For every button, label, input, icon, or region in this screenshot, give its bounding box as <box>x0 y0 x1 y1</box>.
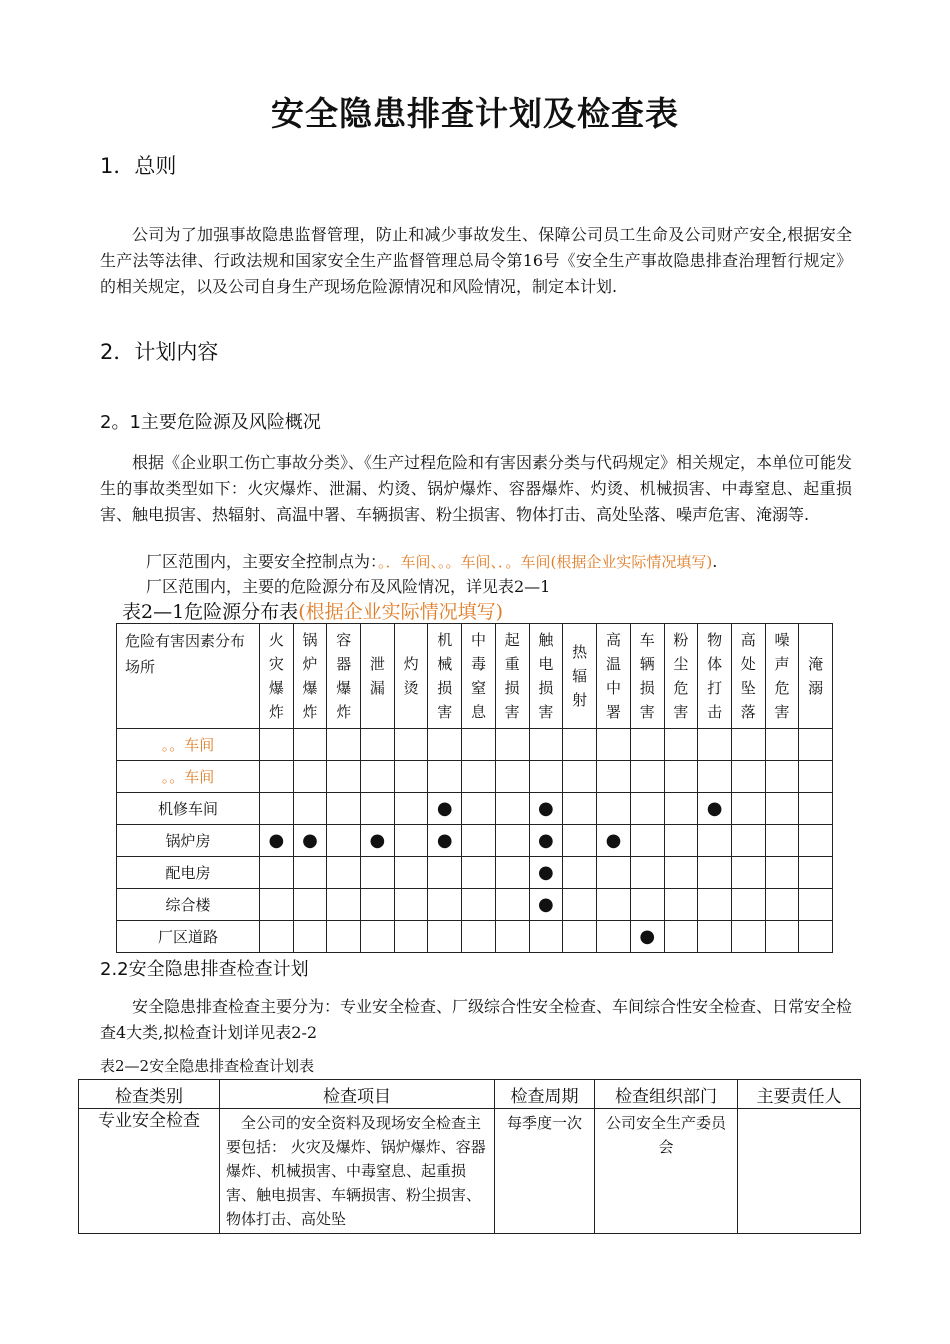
hazard-cell <box>731 889 765 921</box>
control-points-suffix: . <box>712 552 718 571</box>
hazard-cell <box>361 761 395 793</box>
hazard-column-header: 粉尘危害 <box>664 624 698 729</box>
subsection-2-1-paragraph: 根据《企业职工伤亡事故分类》、《生产过程危险和有害因素分类与代码规定》相关规定，本单位可能发生的事故类型如下：火灾爆炸、泄漏、灼烫、锅炉爆炸、容器爆炸、灼烫、机械损害、中毒窒息、起重损害、触电损害、热辐射、高温中署、车辆损害、粉尘损害、物体打击、高处坠落、噪声危害、淹溺等. <box>100 453 853 524</box>
hazard-cell <box>597 793 631 825</box>
hazard-cell <box>462 921 496 953</box>
hazard-column-header: 淹溺 <box>799 624 833 729</box>
plan-cell-items: 全公司的安全资料及现场安全检查主要包括： 火灾及爆炸、锅炉爆炸、容器爆炸、机械损害、中毒窒息、起重损害、触电损害、车辆损害、粉尘损害、物体打击、高处坠 <box>220 1109 495 1234</box>
hazard-column-header: 热辐射 <box>563 624 597 729</box>
section2-heading: 2．计划内容 <box>100 340 219 364</box>
hazard-cell <box>293 793 327 825</box>
hazard-table-row <box>117 825 833 857</box>
hazard-cell <box>495 857 529 889</box>
table1-caption-highlight: (根据企业实际情况填写) <box>298 601 504 623</box>
hazard-row-place: 。。车间 <box>117 729 260 761</box>
hazard-cell <box>327 857 361 889</box>
hazard-table-corner: 危险有害因素分布场所 <box>117 624 260 729</box>
hazard-mark-dot: ● <box>436 797 453 819</box>
hazard-cell <box>327 921 361 953</box>
hazard-cell <box>260 761 294 793</box>
hazard-column-header: 触电损害 <box>529 624 563 729</box>
hazard-cell <box>799 921 833 953</box>
hazard-table-row <box>117 921 833 953</box>
hazard-cell <box>765 889 799 921</box>
hazard-cell <box>394 857 428 889</box>
hazard-column-header: 车辆损害 <box>630 624 664 729</box>
section1-heading-text: 1．总则 <box>100 154 177 178</box>
hazard-cell <box>529 793 563 825</box>
hazard-cell <box>630 793 664 825</box>
hazard-cell <box>327 825 361 857</box>
hazard-cell <box>293 921 327 953</box>
hazard-cell <box>664 921 698 953</box>
hazard-row-place: 配电房 <box>117 857 260 889</box>
subsection-2-1-heading: 2。1主要危险源及风险概况 <box>100 412 321 433</box>
table1-caption-text: 表2—1危险源分布表 <box>122 601 299 623</box>
hazard-cell <box>630 921 664 953</box>
hazard-column-header: 机械损害 <box>428 624 462 729</box>
distribution-line: 厂区范围内，主要的危险源分布及风险情况，详见表2—1 <box>146 577 551 596</box>
hazard-column-header: 容器爆炸 <box>327 624 361 729</box>
hazard-cell <box>698 889 732 921</box>
hazard-cell <box>462 889 496 921</box>
hazard-cell <box>260 793 294 825</box>
hazard-column-header: 物体打击 <box>698 624 732 729</box>
hazard-cell <box>327 889 361 921</box>
hazard-cell <box>327 729 361 761</box>
hazard-cell <box>698 825 732 857</box>
hazard-cell <box>394 761 428 793</box>
plan-header-department: 检查组织部门 <box>595 1080 738 1109</box>
hazard-cell <box>428 761 462 793</box>
hazard-cell <box>765 729 799 761</box>
hazard-cell <box>361 857 395 889</box>
hazard-cell <box>563 857 597 889</box>
hazard-cell <box>394 729 428 761</box>
hazard-mark-dot: ● <box>706 797 723 819</box>
hazard-cell <box>597 761 631 793</box>
hazard-column-header: 火灾爆炸 <box>260 624 294 729</box>
table1-caption <box>122 597 503 624</box>
hazard-cell <box>563 761 597 793</box>
hazard-cell <box>597 825 631 857</box>
hazard-cell <box>630 825 664 857</box>
hazard-cell <box>327 761 361 793</box>
hazard-mark-dot: ● <box>369 829 386 851</box>
hazard-cell <box>361 921 395 953</box>
hazard-cell <box>462 825 496 857</box>
hazard-cell <box>394 921 428 953</box>
hazard-cell <box>428 793 462 825</box>
hazard-cell <box>563 825 597 857</box>
plan-cell-category: 专业安全检查 <box>79 1109 220 1234</box>
hazard-cell <box>428 857 462 889</box>
hazard-cell <box>597 857 631 889</box>
hazard-cell <box>765 761 799 793</box>
plan-header-category: 检查类别 <box>79 1080 220 1109</box>
hazard-cell <box>731 729 765 761</box>
hazard-column-header: 锅炉爆炸 <box>293 624 327 729</box>
hazard-cell <box>462 729 496 761</box>
hazard-table-row <box>117 761 833 793</box>
hazard-cell <box>597 921 631 953</box>
plan-table-row <box>79 1109 861 1234</box>
hazard-cell <box>799 825 833 857</box>
hazard-row-place: 厂区道路 <box>117 921 260 953</box>
hazard-cell <box>361 793 395 825</box>
hazard-cell <box>529 761 563 793</box>
hazard-cell <box>799 889 833 921</box>
hazard-cell <box>731 761 765 793</box>
section-heading-general <box>100 150 176 180</box>
hazard-cell <box>698 793 732 825</box>
hazard-column-header: 高处坠落 <box>731 624 765 729</box>
hazard-column-header: 中毒窒息 <box>462 624 496 729</box>
hazard-cell <box>394 793 428 825</box>
hazard-cell <box>765 921 799 953</box>
hazard-mark-dot: ● <box>268 829 285 851</box>
hazard-cell <box>731 825 765 857</box>
hazard-cell <box>799 793 833 825</box>
hazard-cell <box>495 761 529 793</box>
hazard-table-body <box>117 729 833 953</box>
hazard-cell <box>394 889 428 921</box>
hazard-cell <box>327 793 361 825</box>
hazard-cell <box>799 761 833 793</box>
hazard-cell <box>630 889 664 921</box>
plan-cell-department: 公司安全生产委员会 <box>595 1109 738 1234</box>
hazard-cell <box>428 729 462 761</box>
page-title: 安全隐患排查计划及检查表 <box>271 94 679 133</box>
hazard-cell <box>495 793 529 825</box>
hazard-cell <box>495 889 529 921</box>
hazard-cell <box>529 921 563 953</box>
hazard-cell <box>361 729 395 761</box>
hazard-cell <box>664 857 698 889</box>
hazard-cell <box>597 729 631 761</box>
hazard-cell <box>428 889 462 921</box>
hazard-cell <box>630 729 664 761</box>
plan-header-items: 检查项目 <box>220 1080 495 1109</box>
hazard-distribution-table <box>116 623 833 953</box>
hazard-mark-dot: ● <box>639 925 656 947</box>
hazard-cell <box>563 793 597 825</box>
hazard-column-header: 高温中署 <box>597 624 631 729</box>
subsection-2-2-paragraph: 安全隐患排查检查主要分为：专业安全检查、厂级综合性安全检查、车间综合性安全检查、日常安全检查4大类,拟检查计划详见表2-2 <box>100 997 853 1042</box>
hazard-mark-dot: ● <box>302 829 318 851</box>
hazard-cell <box>799 729 833 761</box>
hazard-column-header: 起重损害 <box>495 624 529 729</box>
hazard-row-place: 综合楼 <box>117 889 260 921</box>
hazard-cell <box>495 921 529 953</box>
hazard-table-row <box>117 889 833 921</box>
hazard-cell <box>529 729 563 761</box>
hazard-cell <box>428 921 462 953</box>
hazard-row-place: 机修车间 <box>117 793 260 825</box>
hazard-cell <box>731 793 765 825</box>
hazard-cell <box>563 889 597 921</box>
control-points-highlight: 。．车间、。。车间、．。车间(根据企业实际情况填写) <box>378 553 713 571</box>
hazard-table-header-row <box>117 624 833 729</box>
section1-paragraph: 公司为了加强事故隐患监督管理，防止和减少事故发生、保障公司员工生命及公司财产安全,根据安全生产法等法律、行政法规和国家安全生产监督管理总局令第16号《安全生产事故隐患排查治理暂行规定》的相关规定，以及公司自身生产现场危险源情况和风险情况，制定本计划. <box>100 225 852 296</box>
hazard-cell <box>529 825 563 857</box>
hazard-cell <box>293 857 327 889</box>
hazard-cell <box>698 729 732 761</box>
hazard-cell <box>731 857 765 889</box>
plan-table-header-row <box>79 1080 861 1109</box>
plan-header-person: 主要责任人 <box>738 1080 861 1109</box>
hazard-cell <box>664 889 698 921</box>
hazard-cell <box>597 889 631 921</box>
hazard-cell <box>765 825 799 857</box>
hazard-table-row <box>117 857 833 889</box>
hazard-mark-dot: ● <box>537 893 554 915</box>
hazard-cell <box>260 857 294 889</box>
hazard-table-row <box>117 793 833 825</box>
hazard-row-place: 。。车间 <box>117 761 260 793</box>
hazard-cell <box>293 889 327 921</box>
hazard-column-header: 灼烫 <box>394 624 428 729</box>
hazard-cell <box>698 857 732 889</box>
hazard-mark-dot: ● <box>537 861 554 883</box>
hazard-table-row <box>117 729 833 761</box>
control-points-line <box>146 549 717 575</box>
hazard-cell <box>260 729 294 761</box>
hazard-cell <box>293 761 327 793</box>
hazard-cell <box>765 793 799 825</box>
hazard-cell <box>462 761 496 793</box>
hazard-cell <box>462 793 496 825</box>
hazard-cell <box>563 729 597 761</box>
control-points-prefix: 厂区范围内，主要安全控制点为： <box>146 552 379 571</box>
hazard-cell <box>664 761 698 793</box>
plan-cell-person <box>738 1109 861 1234</box>
hazard-cell <box>563 921 597 953</box>
hazard-cell <box>361 825 395 857</box>
hazard-cell <box>765 857 799 889</box>
table2-caption: 表2—2安全隐患排查检查计划表 <box>100 1057 315 1075</box>
hazard-cell <box>293 729 327 761</box>
hazard-cell <box>394 825 428 857</box>
hazard-cell <box>495 825 529 857</box>
hazard-cell <box>260 825 294 857</box>
hazard-mark-dot: ● <box>537 829 554 851</box>
hazard-cell <box>664 825 698 857</box>
hazard-cell <box>799 857 833 889</box>
hazard-cell <box>630 857 664 889</box>
hazard-cell <box>260 889 294 921</box>
hazard-row-place: 锅炉房 <box>117 825 260 857</box>
hazard-cell <box>698 921 732 953</box>
hazard-cell <box>529 857 563 889</box>
hazard-cell <box>428 825 462 857</box>
hazard-cell <box>293 825 327 857</box>
hazard-mark-dot: ● <box>537 797 554 819</box>
hazard-cell <box>664 793 698 825</box>
hazard-cell <box>529 889 563 921</box>
plan-header-period: 检查周期 <box>495 1080 595 1109</box>
hazard-cell <box>630 761 664 793</box>
hazard-mark-dot: ● <box>605 829 622 851</box>
hazard-cell <box>731 921 765 953</box>
hazard-mark-dot: ● <box>436 829 453 851</box>
hazard-cell <box>698 761 732 793</box>
hazard-cell <box>361 889 395 921</box>
hazard-column-header: 泄漏 <box>361 624 395 729</box>
hazard-cell <box>462 857 496 889</box>
subsection-2-2-heading: 2.2安全隐患排查检查计划 <box>100 959 309 980</box>
hazard-cell <box>260 921 294 953</box>
hazard-cell <box>664 729 698 761</box>
inspection-plan-table <box>78 1079 861 1234</box>
hazard-column-header: 噪声危害 <box>765 624 799 729</box>
plan-cell-period: 每季度一次 <box>495 1109 595 1234</box>
hazard-cell <box>495 729 529 761</box>
